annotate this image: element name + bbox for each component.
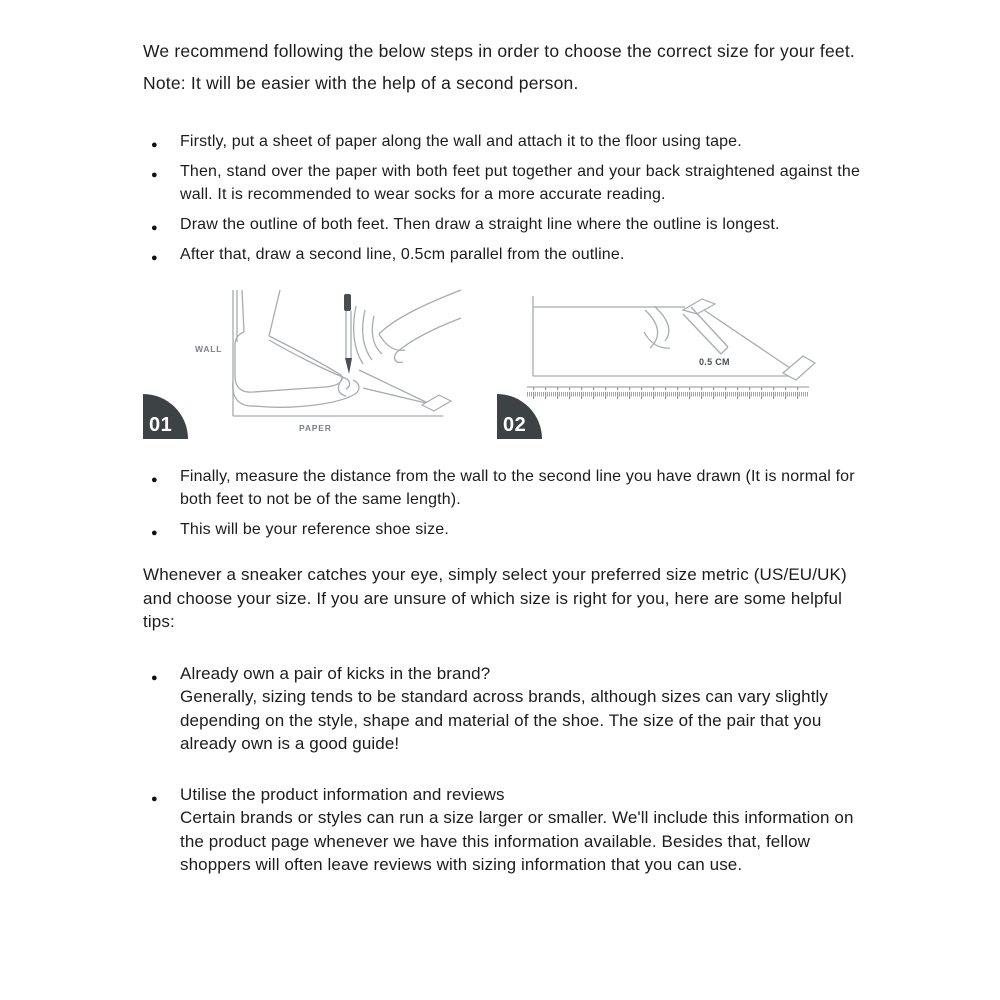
paper-label: PAPER	[299, 423, 332, 433]
figure-step2	[497, 284, 857, 439]
measurement-steps-list	[143, 130, 860, 266]
intro-text: We recommend following the below steps in order to choose the correct size for your feet.	[143, 41, 855, 61]
pencil-icon	[344, 294, 351, 311]
figure-step1	[143, 284, 473, 439]
step-number: 02	[503, 414, 527, 436]
tip-title: ● Already own a pair of kicks in the brand?	[180, 663, 491, 683]
tip-body: Generally, sizing tends to be standard across brands, although sizes can vary slightly depending on the style, shape and material of the shoe. The size of the pair that you already own is a good guide!	[180, 687, 829, 753]
ruler-ticks	[527, 388, 809, 400]
step-number: 01	[149, 414, 173, 436]
tip-body: Certain brands or styles can run a size larger or smaller. We'll include this information on the product page whenever we have this information available. Besides that, fellow shoppers will often leave reviews with sizing information that you can use.	[180, 808, 854, 874]
list-item: ● After that, draw a second line, 0.5cm parallel from the outline.	[143, 243, 860, 266]
tip-title: ● Utilise the product information and reviews	[180, 784, 505, 804]
tape-icon	[683, 299, 715, 314]
ruler-measurement-diagram	[497, 284, 857, 439]
list-item: ● Draw the outline of both feet. Then draw a straight line where the outline is longest.	[143, 213, 860, 236]
foot-against-wall-diagram	[143, 284, 473, 439]
tips-intro-text: Whenever a sneaker catches your eye, simply select your preferred size metric (US/EU/UK) and choose your size. If you are unsure of which size is right for you, here are some helpful tips:	[143, 565, 847, 631]
tape-icon	[422, 395, 451, 411]
final-steps-list	[143, 465, 860, 541]
list-item	[143, 662, 860, 756]
wall-label: WALL	[195, 344, 223, 354]
list-item	[143, 783, 860, 877]
measure-label: 0.5 CM	[699, 357, 730, 367]
figures-row	[143, 284, 860, 439]
list-item: ● This will be your reference shoe size.	[143, 518, 860, 541]
list-item: ● Firstly, put a sheet of paper along the wall and attach it to the floor using tape.	[143, 130, 860, 153]
note-text: Note: It will be easier with the help of a second person.	[143, 73, 579, 93]
list-item: ● Then, stand over the paper with both feet put together and your back straightened against the wall. It is recommended to wear socks for a more accurate reading.	[143, 160, 860, 206]
list-item: ● Finally, measure the distance from the wall to the second line you have drawn (It is normal for both feet to not be of the same length).	[143, 465, 860, 511]
tips-list	[143, 662, 860, 877]
